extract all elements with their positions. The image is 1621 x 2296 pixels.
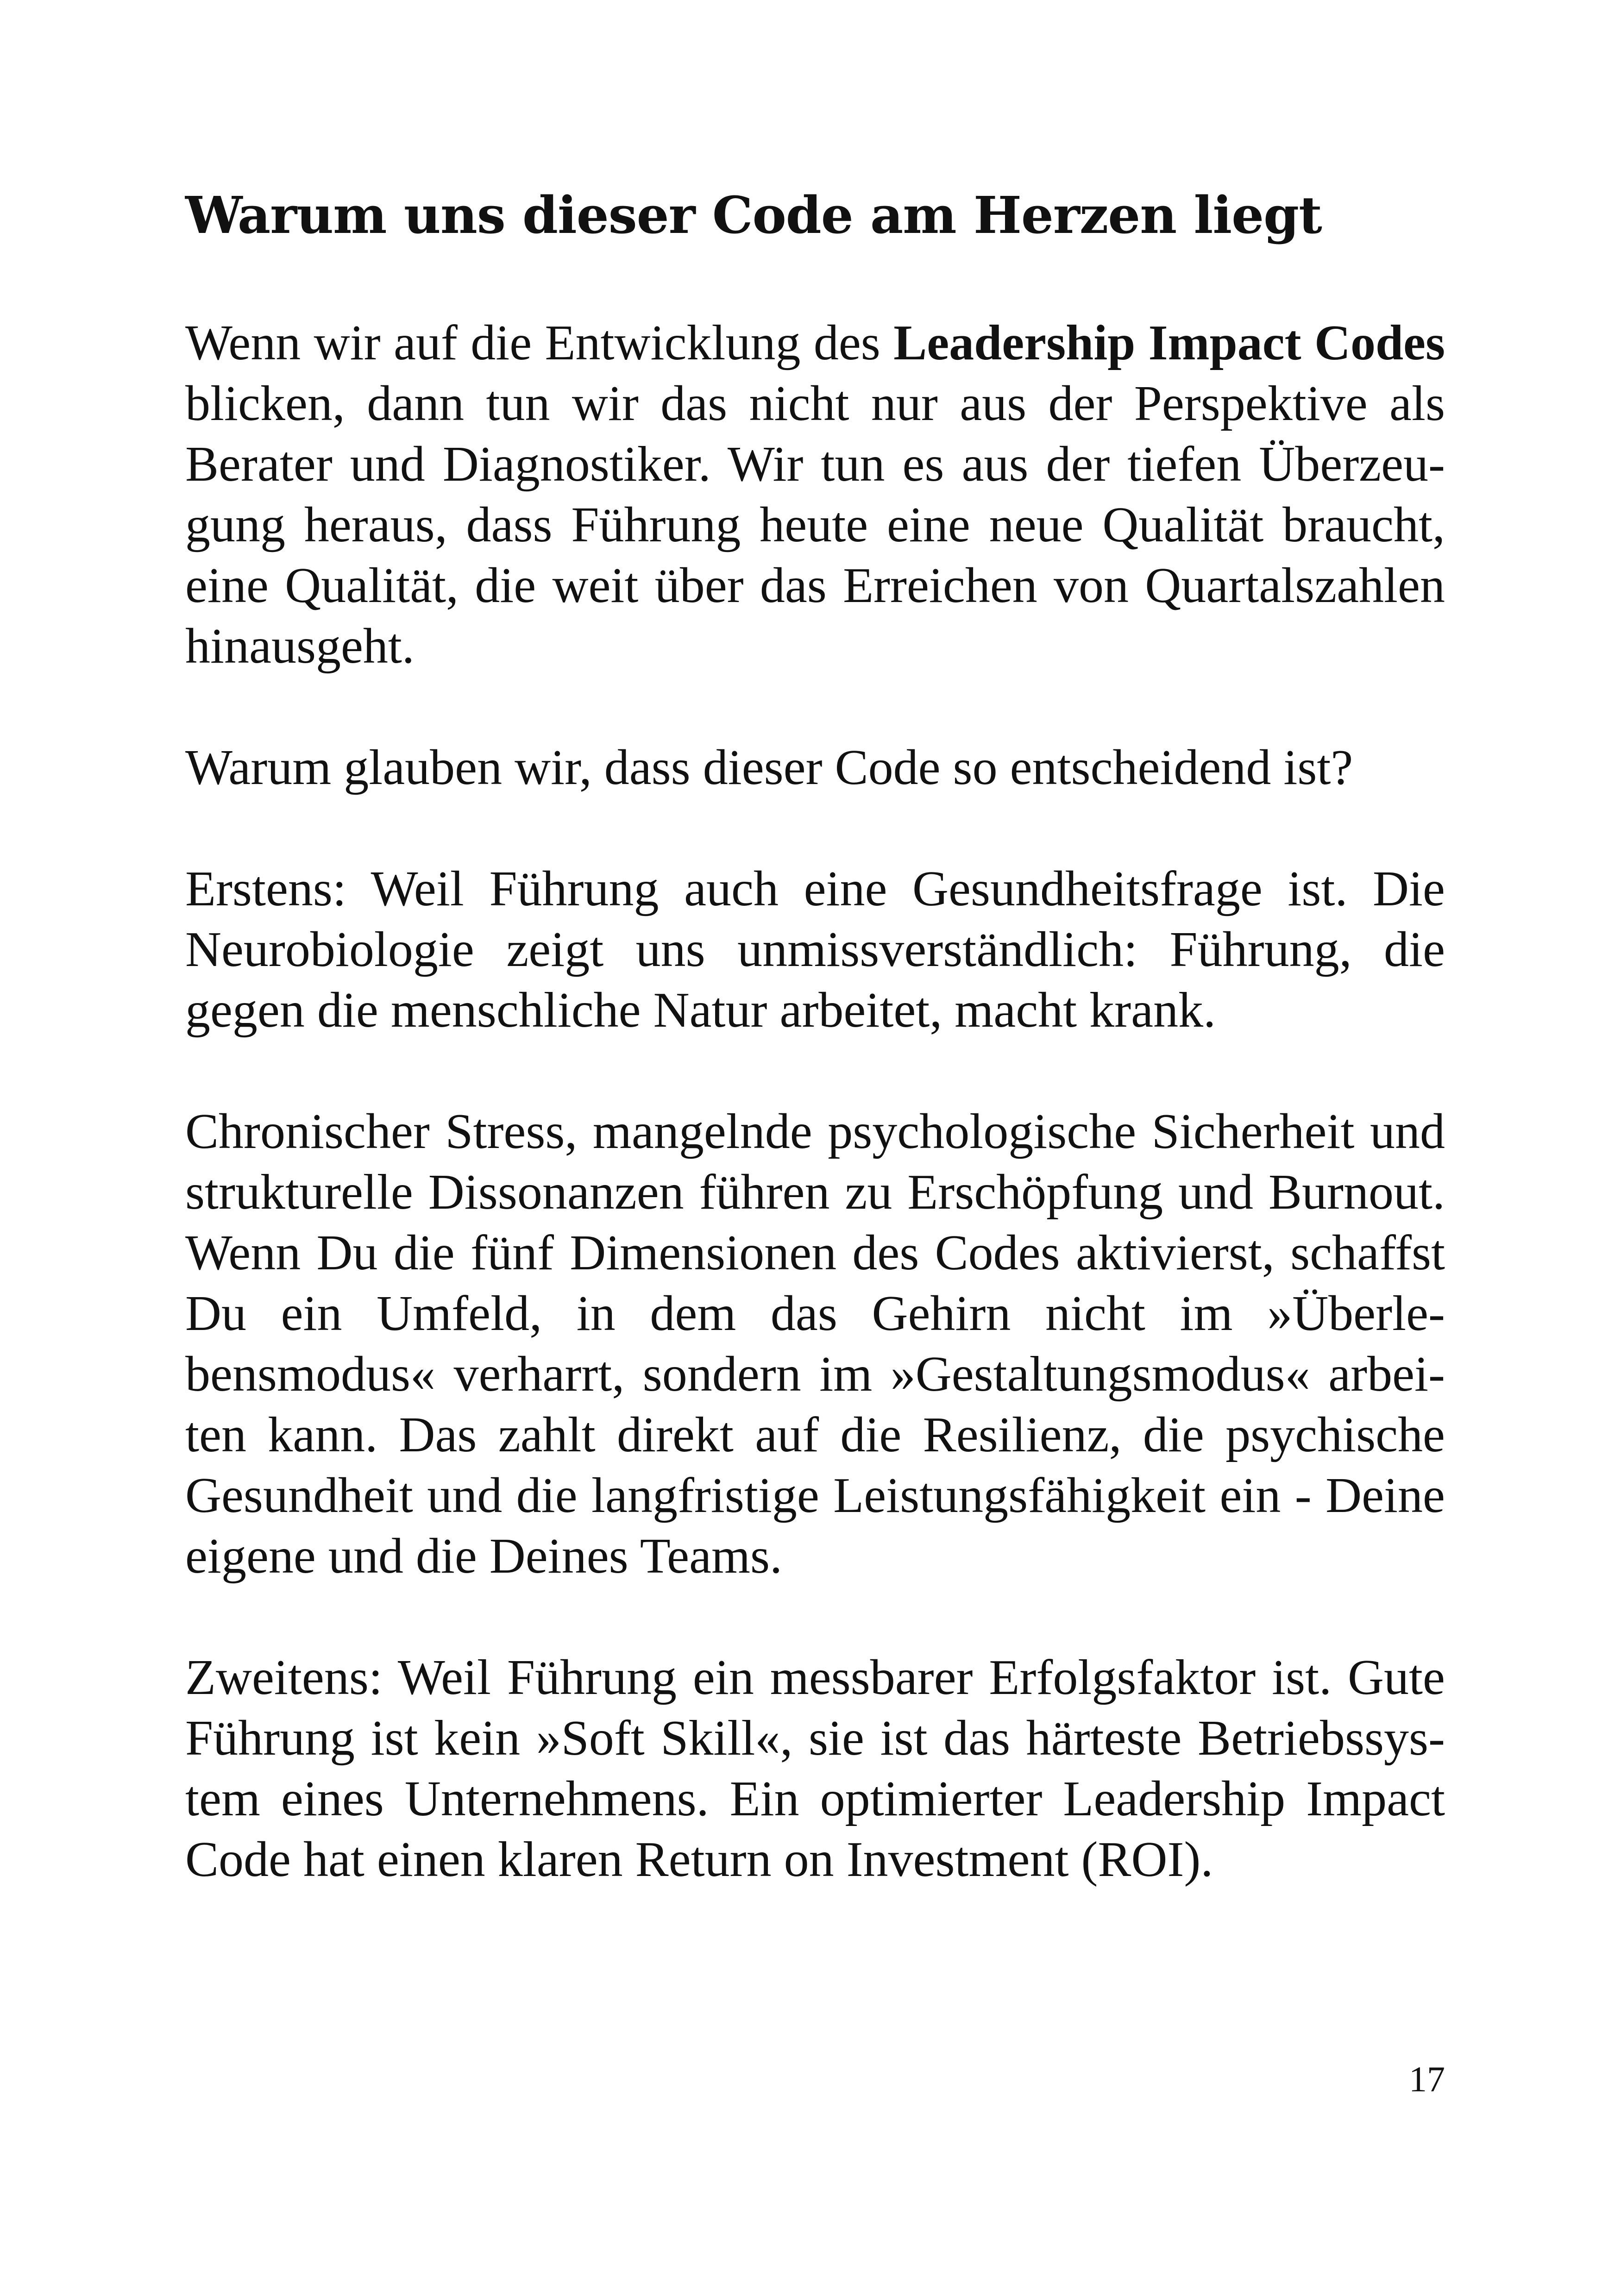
paragraph-intro-start: Wenn wir auf die Entwicklung des xyxy=(185,315,894,370)
page-number: 17 xyxy=(1409,2059,1445,2099)
paragraph-intro-bold-term: Leadership Impact Codes xyxy=(893,315,1445,370)
body-text xyxy=(185,313,1445,1951)
page-heading: Warum uns dieser Code am Herzen liegt xyxy=(185,185,1322,245)
paragraph-stress: Chronischer Stress, mangelnde psychologische Sicherheit und strukturelle Dissonanzen führen zu Erschöpfung und Burnout. Wenn Du die fünf Dimensionen des Codes aktivierst, schaffst Du ein Umfeld, in dem das Gehirn nicht im »Überlebensmodus« verharrt, sondern im »Gestaltungsmodus« arbeiten kann. Das zahlt direkt auf die Resilienz, die psychische Gesundheit und die langfristige Leistungsfähigkeit ein - Deine eigene und die Deines Teams. xyxy=(185,1104,1445,1584)
paragraph-first-reason: Erstens: Weil Führung auch eine Gesundheitsfrage ist. Die Neurobiologie zeigt uns unmissverständlich: Führung, die gegen die menschliche Natur arbeitet, macht krank. xyxy=(185,861,1445,1038)
paragraph-intro-rest: blicken, dann tun wir das nicht nur aus der Perspektive als Berater und Diagnostiker. Wir tun es aus der tiefen Überzeugung heraus, dass Führung heute eine neue Qualität braucht, eine Qualität, die weit über das Erreichen von Quartalszahlen hinausgeht. xyxy=(185,376,1445,674)
paragraph-second-reason: Zweitens: Weil Führung ein messbarer Erfolgsfaktor ist. Gute Führung ist kein »Soft Skill«, sie ist das härteste Betriebssystem eines Unternehmens. Ein optimierter Leadership Impact Code hat einen klaren Return on Investment (ROI). xyxy=(185,1650,1445,1887)
paragraph-intro xyxy=(185,313,1445,677)
paragraph-question: Warum glauben wir, dass dieser Code so entscheidend ist? xyxy=(185,740,1353,795)
